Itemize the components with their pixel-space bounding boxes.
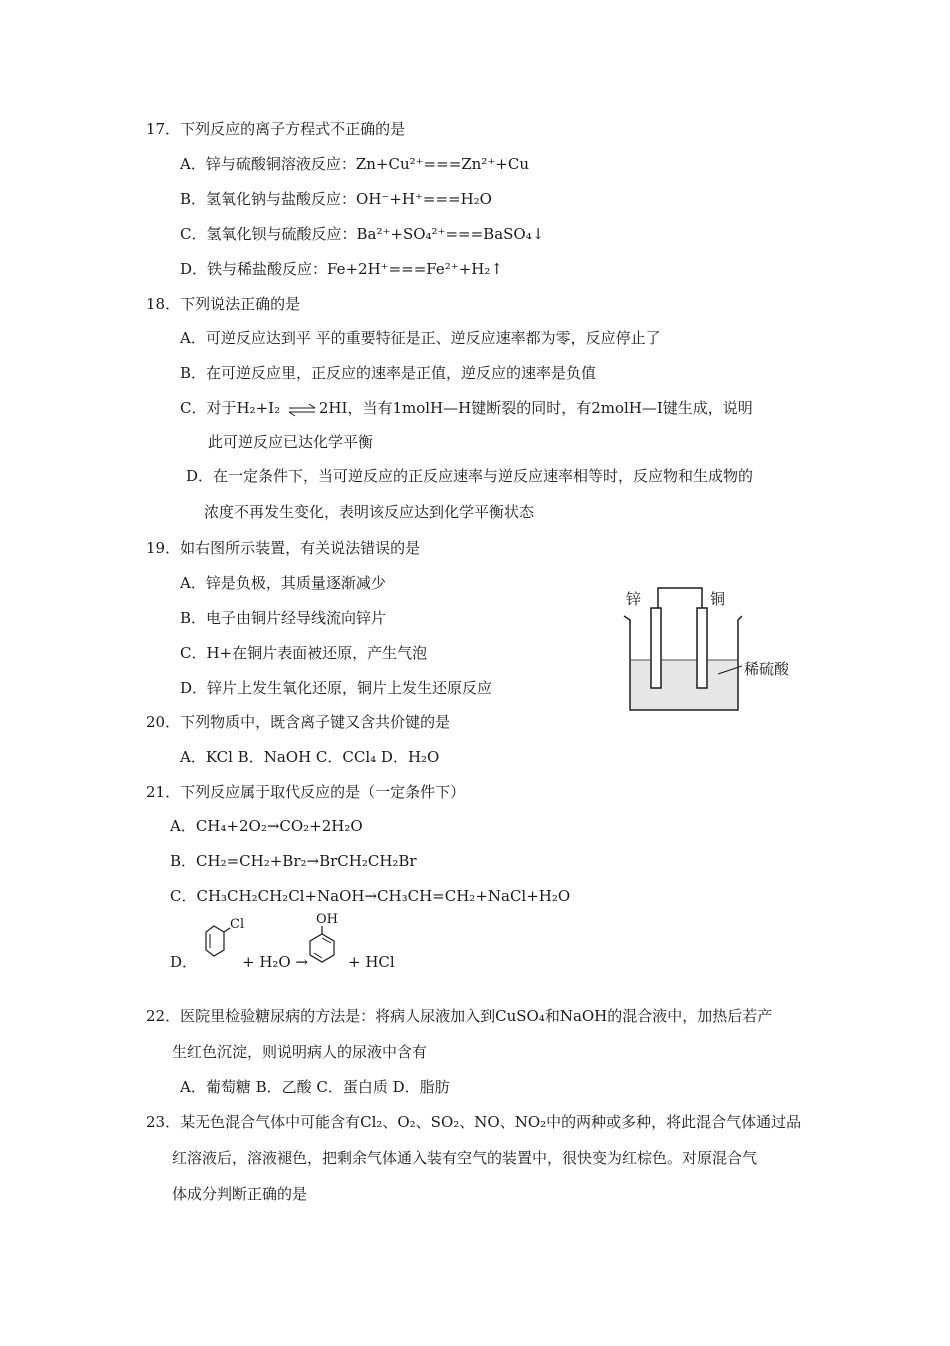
q23-stem-cont-1: 红溶液后，溶液褪色，把剩余气体通入装有空气的装置中，很快变为红棕色。对原混合气 [172, 1149, 758, 1167]
chlorine-label: Cl [230, 917, 245, 932]
q18-option-c-suffix: ，当有1molH—H键断裂的同时，有2molH—I键生成，说明 [347, 399, 753, 417]
q18-option-c-cont: 此可逆反应已达化学平衡 [208, 433, 374, 451]
zinc-label: 锌 [626, 590, 642, 608]
q17-option-b: B．氢氧化钠与盐酸反应：OH⁻+H⁺===H₂O [180, 190, 492, 208]
q21-option-d-label: D． [170, 953, 198, 971]
q21-option-b: B．CH₂=CH₂+Br₂→BrCH₂CH₂Br [170, 852, 417, 870]
q22-stem-cont: 生红色沉淀，则说明病人的尿液中含有 [172, 1043, 428, 1061]
q18-option-c-product: 2HI [318, 399, 348, 417]
q18-option-d-cont: 浓度不再发生变化，表明该反应达到化学平衡状态 [204, 503, 535, 521]
q17-option-c: C．氢氧化钡与硫酸反应：Ba²⁺+SO₄²⁺===BaSO₄↓ [180, 225, 545, 243]
q18-option-b: B．在可逆反应里，正反应的速率是正值，逆反应的速率是负值 [180, 364, 597, 382]
q19-option-a: A．锌是负极，其质量逐渐减少 [180, 574, 386, 592]
q17-stem: 17．下列反应的离子方程式不正确的是 [146, 120, 406, 138]
q18-option-c-prefix: C．对于H₂+I₂ [180, 399, 281, 417]
q17-option-d: D．铁与稀盐酸反应：Fe+2H⁺===Fe²⁺+H₂↑ [180, 260, 503, 278]
q21-option-a: A．CH₄+2O₂→CO₂+2H₂O [170, 817, 363, 835]
q22-stem: 22．医院里检验糖尿病的方法是：将病人尿液加入到CuSO₄和NaOH的混合液中，加热后若产 [146, 1007, 773, 1025]
q21-option-c: C．CH₃CH₂CH₂Cl+NaOH→CH₃CH=CH₂+NaCl+H₂O [170, 887, 571, 905]
hydroxyl-label: OH [316, 912, 338, 927]
q18-stem: 18．下列说法正确的是 [146, 295, 301, 313]
q20-stem: 20．下列物质中，既含离子键又含共价键的是 [146, 713, 451, 731]
q21-option-d-end: + HCl [348, 953, 395, 971]
copper-label: 铜 [710, 590, 726, 608]
acid-label: 稀硫酸 [744, 660, 790, 678]
q21-option-d-mid: + H₂O → [242, 953, 309, 971]
q18-option-d: D．在一定条件下，当可逆反应的正反应速率与逆反应速率相等时，反应物和生成物的 [186, 467, 754, 485]
q20-options: A．KCl B．NaOH C．CCl₄ D．H₂O [180, 748, 440, 766]
q23-stem-cont-2: 体成分判断正确的是 [172, 1185, 308, 1203]
q19-option-b: B．电子由铜片经导线流向锌片 [180, 609, 387, 627]
galvanic-cell-figure [600, 578, 800, 718]
q17-option-a: A．锌与硫酸铜溶液反应：Zn+Cu²⁺===Zn²⁺+Cu [180, 155, 529, 173]
q21-stem: 21．下列反应属于取代反应的是（一定条件下） [146, 783, 466, 801]
phenol-structure [306, 912, 346, 970]
q19-stem: 19．如右图所示装置，有关说法错误的是 [146, 539, 421, 557]
chlorobenzene-structure [202, 916, 245, 968]
q22-options: A．葡萄糖 B．乙酸 C．蛋白质 D．脂肪 [180, 1078, 450, 1096]
q19-option-d: D．锌片上发生氧化还原，铜片上发生还原反应 [180, 679, 493, 697]
reversible-arrow-icon [287, 402, 317, 416]
q19-option-c: C．H+在铜片表面被还原，产生气泡 [180, 644, 428, 662]
q18-option-c [180, 398, 753, 418]
q23-stem: 23．某无色混合气体中可能含有Cl₂、O₂、SO₂、NO、NO₂中的两种或多种，将此混合气体通过品 [146, 1113, 802, 1131]
q18-option-a: A．可逆反应达到平 平的重要特征是正、逆反应速率都为零，反应停止了 [180, 329, 661, 347]
